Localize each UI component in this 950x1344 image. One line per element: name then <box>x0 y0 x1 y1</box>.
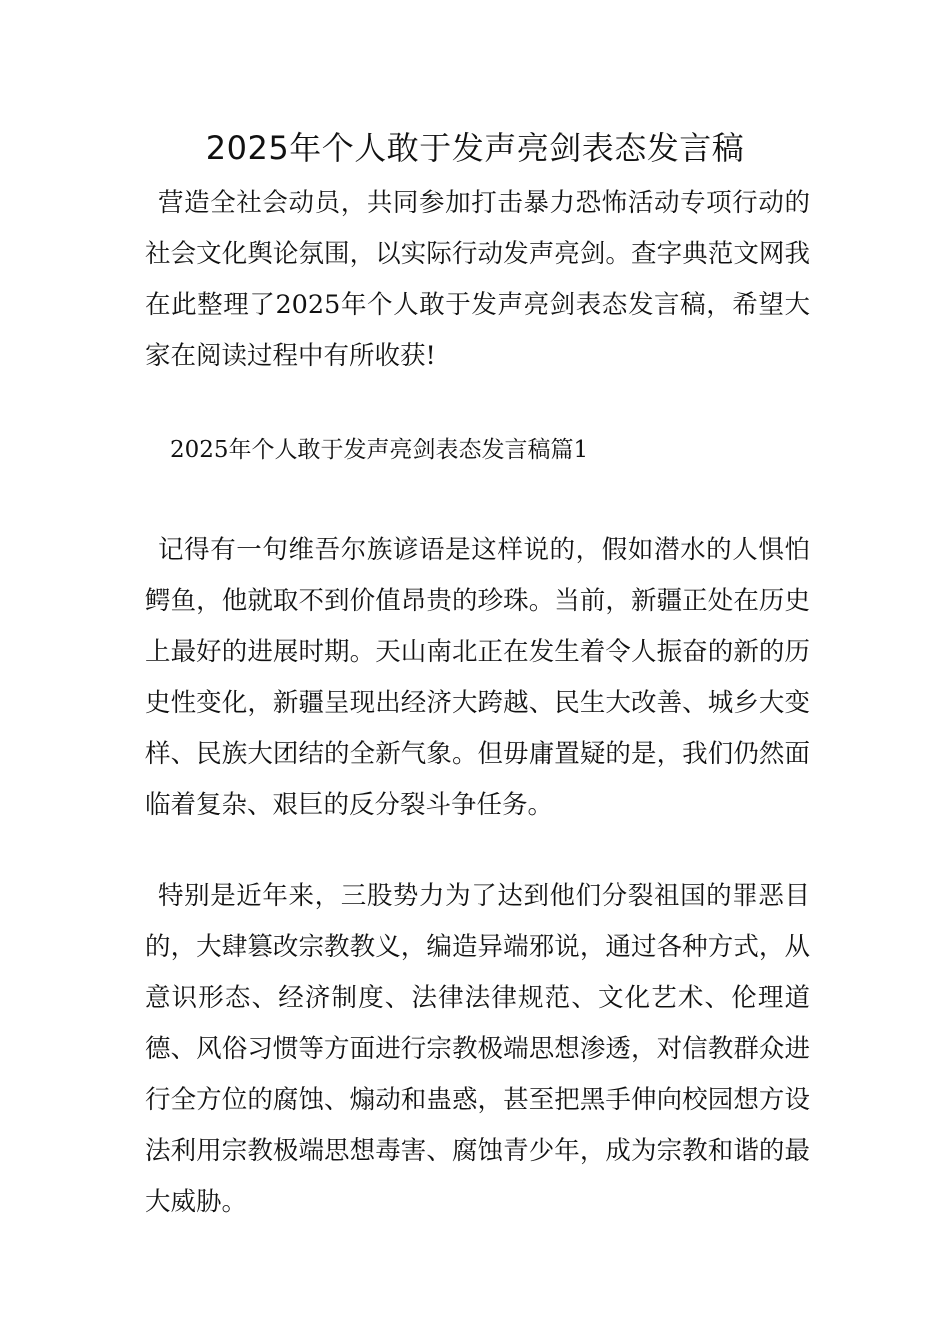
body-paragraph-2: 特别是近年来，三股势力为了达到他们分裂祖国的罪恶目的，大肆篡改宗教教义，编造异端邪说，通过各种方式，从意识形态、经济制度、法律法律规范、文化艺术、伦理道德、风俗习惯等方面进行宗教极端思想渗透，对信教群众进行全方位的腐蚀、煽动和蛊惑，甚至把黑手伸向校园想方设法利用宗教极端思想毒害、腐蚀青少年，成为宗教和谐的最大威胁。 <box>145 881 810 1217</box>
section-heading: 2025年个人敢于发声亮剑表态发言稿篇1 <box>170 437 589 463</box>
body-paragraph-1: 记得有一句维吾尔族谚语是这样说的，假如潜水的人惧怕鳄鱼，他就取不到价值昂贵的珍珠。当前，新疆正处在历史上最好的进展时期。天山南北正在发生着令人振奋的新的历史性变化，新疆呈现出经济大跨越、民生大改善、城乡大变样、民族大团结的全新气象。但毋庸置疑的是，我们仍然面临着复杂、艰巨的反分裂斗争任务。 <box>145 535 810 820</box>
intro-paragraph: 营造全社会动员，共同参加打击暴力恐怖活动专项行动的社会文化舆论氛围，以实际行动发声亮剑。查字典范文网我在此整理了2025年个人敢于发声亮剑表态发言稿，希望大家在阅读过程中有所收获! <box>145 188 810 371</box>
document-title: 2025年个人敢于发声亮剑表态发言稿 <box>205 129 745 167</box>
